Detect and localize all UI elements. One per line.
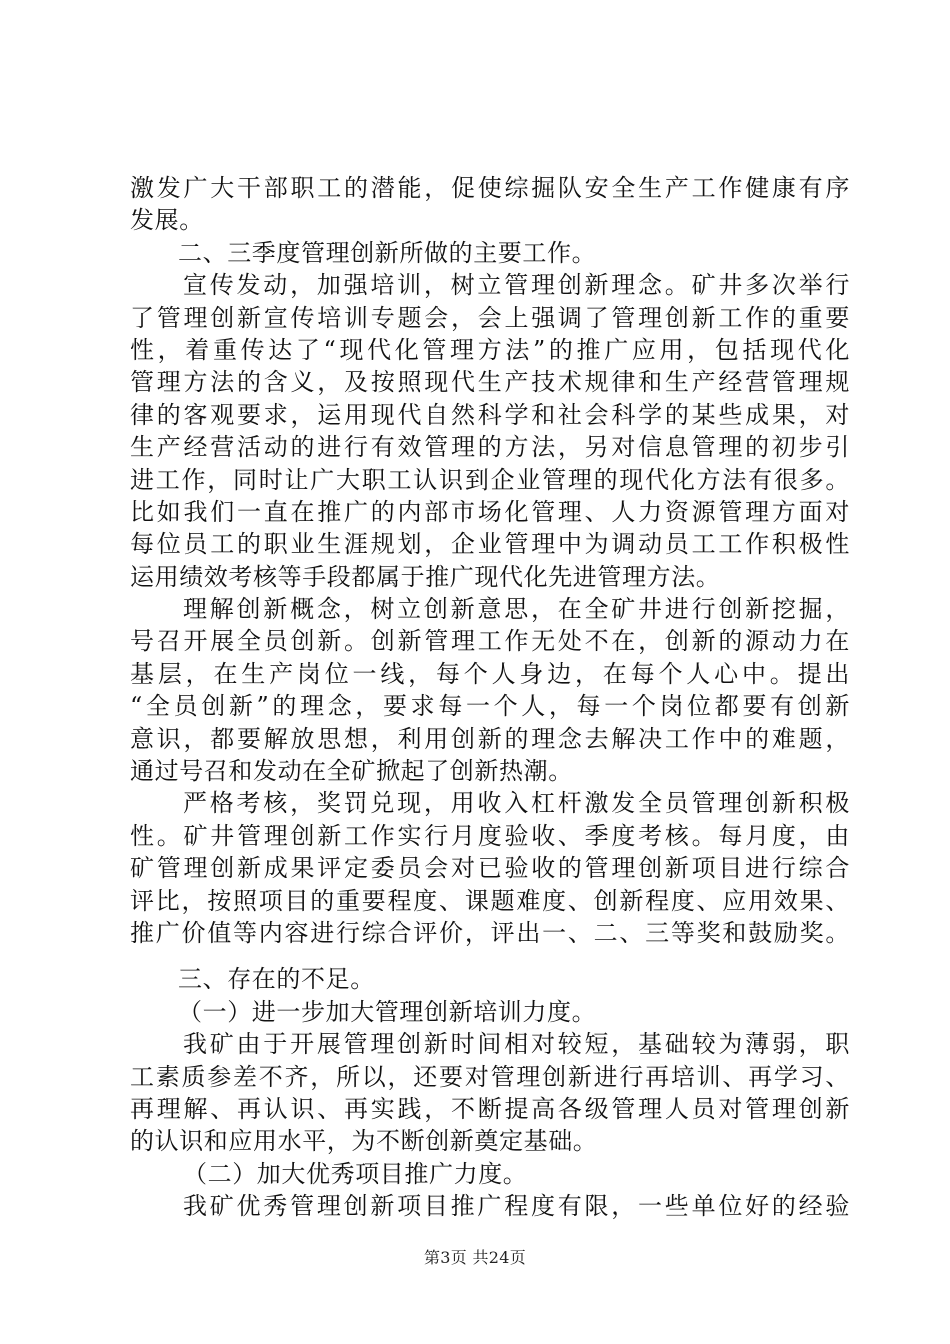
text-line: 的认识和应用水平，为不断创新奠定基础。 — [130, 1127, 598, 1156]
document-body — [130, 172, 850, 1223]
text-line: 号召开展全员创新。创新管理工作无处不在，创新的源动力在 — [130, 627, 850, 656]
text-line: 评比，按照项目的重要程度、课题难度、创新程度、应用效果、 — [130, 886, 850, 915]
text-line: 基层，在生产岗位一线，每个人身边，在每个人心中。提出 — [130, 659, 850, 688]
text-line: 管理方法的含义，及按照现代生产技术规律和生产经营管理规 — [130, 368, 850, 397]
text-line: 宣传发动，加强培训，树立管理创新理念。矿井多次举行 — [183, 271, 850, 300]
section-heading: 三、存在的不足。 — [178, 965, 375, 994]
subsection-heading: （一）进一步加大管理创新培训力度。 — [178, 997, 597, 1026]
text-line: 工素质参差不齐，所以，还要对管理创新进行再培训、再学习、 — [130, 1062, 850, 1091]
text-line: 再理解、再认识、再实践，不断提高各级管理人员对管理创新 — [130, 1094, 850, 1123]
text-line: 每位员工的职业生涯规划，企业管理中为调动员工工作积极性 — [130, 530, 850, 559]
text-line: 律的客观要求，运用现代自然科学和社会科学的某些成果，对 — [130, 400, 850, 429]
text-line: 进工作，同时让广大职工认识到企业管理的现代化方法有很多。 — [130, 465, 850, 494]
text-line: 严格考核，奖罚兑现，用收入杠杆激发全员管理创新积极 — [183, 789, 850, 818]
text-line: 我矿优秀管理创新项目推广程度有限，一些单位好的经验 — [183, 1192, 850, 1221]
text-line: 我矿由于开展管理创新时间相对较短，基础较为薄弱，职 — [183, 1030, 850, 1059]
text-line: 性，着重传达了“现代化管理方法”的推广应用，包括现代化 — [130, 335, 850, 364]
text-line: 通过号召和发动在全矿掀起了创新热潮。 — [130, 757, 573, 786]
text-line: 比如我们一直在推广的内部市场化管理、人力资源管理方面对 — [130, 497, 850, 526]
text-line: 理解创新概念，树立创新意思，在全矿井进行创新挖掘， — [183, 595, 850, 624]
text-line: 激发广大干部职工的潜能，促使综掘队安全生产工作健康有序 — [130, 174, 850, 202]
section-heading: 二、三季度管理创新所做的主要工作。 — [178, 238, 597, 267]
paragraph-gap — [130, 949, 850, 963]
text-line: 意识，都要解放思想，利用创新的理念去解决工作中的难题， — [130, 724, 850, 753]
text-line: 了管理创新宣传培训专题会，会上强调了管理创新工作的重要 — [130, 303, 850, 332]
text-line: 发展。 — [130, 206, 204, 235]
text-line: 运用绩效考核等手段都属于推广现代化先进管理方法。 — [130, 562, 721, 591]
text-line: 性。矿井管理创新工作实行月度验收、季度考核。每月度，由 — [130, 821, 850, 850]
text-line: 生产经营活动的进行有效管理的方法，另对信息管理的初步引 — [130, 433, 850, 462]
text-line: “全员创新”的理念，要求每一个人，每一个岗位都要有创新 — [130, 692, 850, 721]
text-line: 矿管理创新成果评定委员会对已验收的管理创新项目进行综合 — [130, 854, 850, 883]
subsection-heading: （二）加大优秀项目推广力度。 — [183, 1159, 528, 1188]
text-line: 推广价值等内容进行综合评价，评出一、二、三等奖和鼓励奖。 — [130, 918, 850, 947]
page-number-footer: 第3页 共24页 — [423, 1248, 527, 1267]
